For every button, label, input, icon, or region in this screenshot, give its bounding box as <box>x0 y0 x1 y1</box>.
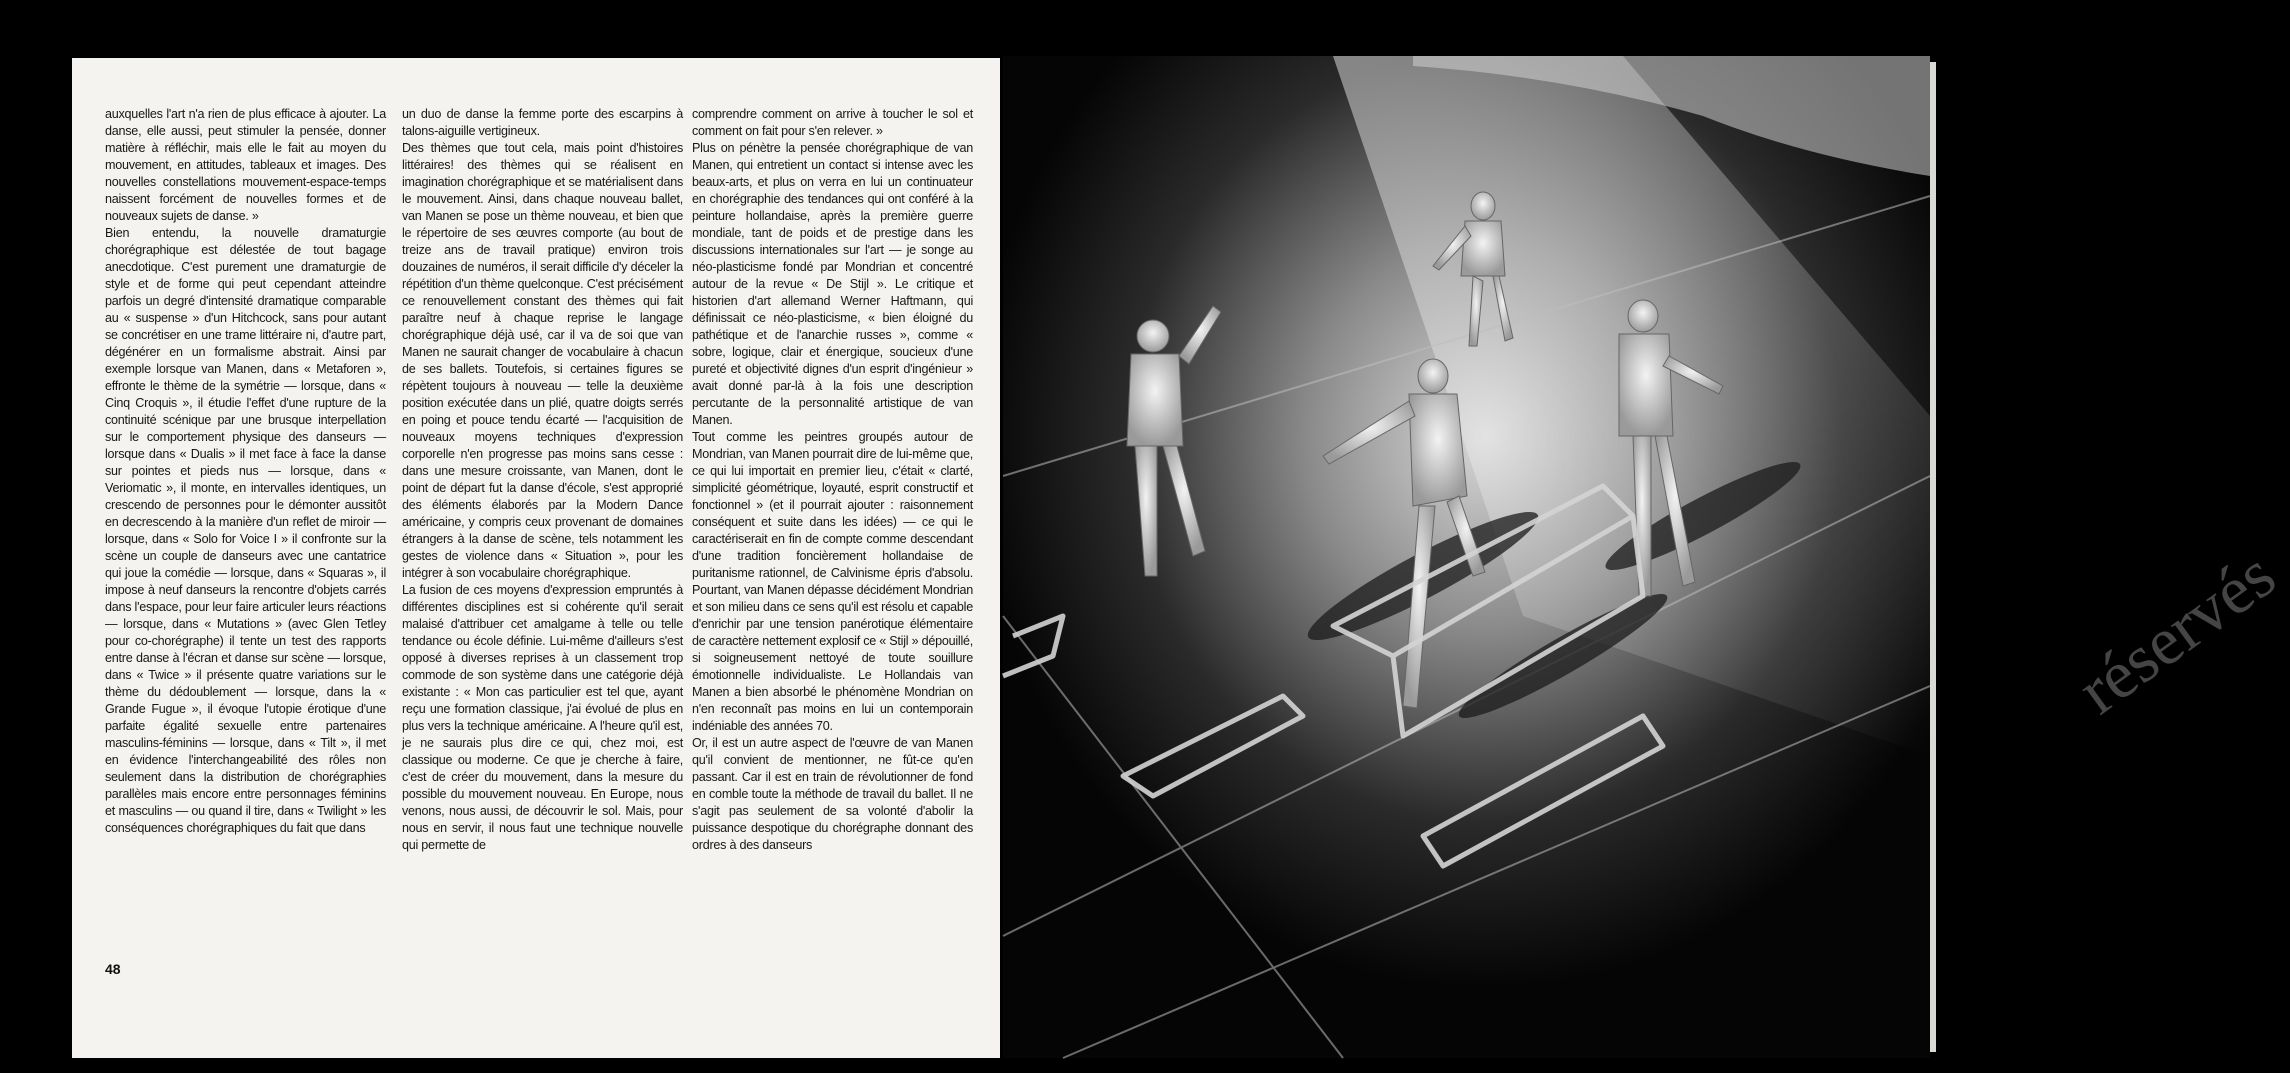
page-number: 48 <box>105 961 121 977</box>
page-edge <box>1930 62 1936 1052</box>
watermark: réservés <box>2063 535 2289 729</box>
paragraph: auxquelles l'art n'a rien de plus efficace à ajouter. La danse, elle aussi, peut stimuler la pensée, donner matière à réfléchir, mais elle le fait au moyen du mouvement, en attitudes, tableaux et images. Des nouvelles constellations mouvement-espace-temps naissent forcément de nouvelles formes et de nouveaux sujets de danse. » <box>105 107 386 223</box>
text-column-1 <box>105 106 386 837</box>
paragraph: comprendre comment on arrive à toucher le sol et comment on fait pour s'en relever. » <box>692 107 973 138</box>
paragraph: Plus on pénètre la pensée chorégraphique de van Manen, qui entretient un contact si intense avec les beaux-arts, et plus on verra en lui un continuateur en chorégraphie des tendances qui ont conféré à la peinture hollandaise, après la première guerre mondiale, tant de poids et de prestige dans les discussions internationales sur l'art — je songe au néo-plasticisme fondé par Mondrian et concentré autour de la revue « De Stijl ». Le critique et historien d'art allemand Werner Haftmann, qui définissait ce néo-plasticisme, « bien éloigné du pathétique et de l'anarchie russes », comme « sobre, logique, clair et énergique, soucieux d'une pureté et objectivité dignes d'un esprit d'ingénieur » avait donné par-là à la fois une description percutante de la personnalité artistique de van Manen. <box>692 141 973 427</box>
dance-photo <box>1003 56 1930 1058</box>
paragraph: Bien entendu, la nouvelle dramaturgie chorégraphique est délestée de tout bagage anecdotique. C'est purement une dramaturgie de style et de forme qui peut cependant atteindre parfois un degré d'intensité dramatique comparable au « suspense » d'un Hitchcock, sans pour autant se concrétiser en une trame littéraire ni, d'autre part, dégénérer en un formalisme abstrait. Ainsi par exemple lorsque van Manen, dans « Metaforen », effronte le thème de la symétrie — lorsque, dans « Cinq Croquis », il étudie l'effet d'une rupture de la continuité scénique par une brusque interpellation sur le comportement physique des danseurs — lorsque dans « Dualis » il met face à face la danse sur pointes et pieds nus — lorsque, dans « Veriomatic », il monte, en intervalles identiques, un crescendo de personnes pour le démonter aussitôt en decrescendo à la manière d'un reflet de miroir — lorsque, dans « Solo for Voice I » il confronte sur la scène un couple de danseurs avec une cantatrice qui joue la comédie — lorsque, dans « Squaras », il impose à neuf danseurs la rencontre d'objets carrés dans l'espace, pour leur faire articuler leurs réactions — lorsque, dans « Mutations » (avec Glen Tetley pour co-chorégraphe) il tente un test des rapports entre danse à l'écran et danse sur scène — lorsque, dans « Twice » il présente quatre variations sur le thème du dédoublement — lorsque, dans la « Grande Fugue », il évoque l'utopie érotique d'une parfaite égalité sexuelle entre partenaires masculins-féminins — lorsque, dans « Tilt », il met en évidence l'interchangeabilité des rôles non seulement dans la distribution de chorégraphies parallèles mais encore entre personnages féminins et masculins — ou quand il tire, dans « Twilight » les conséquences chorégraphiques du fait que dans <box>105 226 387 835</box>
paragraph: Des thèmes que tout cela, mais point d'histoires littéraires! des thèmes qui se réalisent en imagination chorégraphique et se matérialisent dans le mouvement. Ainsi, dans chaque nouveau ballet, van Manen se pose un thème nouveau, et bien que le répertoire de ses œuvres comporte (au bout de treize ans de travail pratique) environ trois douzaines de numéros, il serait difficile d'y déceler la répétition d'un thème quelconque. C'est précisément ce renouvellement constant des thèmes qui fait paraître neuf à chaque reprise le langage chorégraphique déjà usé, car il va de soi que van Manen ne saurait changer de vocabulaire à chacun de ses ballets. Toutefois, si certaines figures se répètent toujours à nouveau — telle la deuxième position exécutée dans un plié, quatre doigts serrés en poing et pouce tendu écarté — l'acquisition de nouveaux moyens techniques d'expression corporelle n'en progresse pas moins sans cesse : dans une mesure croissante, van Manen, dont le point de départ fut la danse d'école, s'est approprié des éléments élaborés par la Modern Dance américaine, y compris ceux provenant de domaines étrangers à la danse de scène, tels notamment les gestes de violence dans « Situation », pour les intégrer à son vocabulaire chorégraphique. <box>402 141 683 580</box>
text-column-3 <box>692 106 973 854</box>
text-column-2 <box>402 106 683 854</box>
right-page-photo <box>1003 56 2289 1058</box>
paragraph: La fusion de ces moyens d'expression empruntés à différentes disciplines est si cohérente qu'il serait malaisé d'attribuer cet amalgame à telle ou telle tendance ou école définie. Lui-même d'ailleurs s'est opposé à diverses reprises à un classement trop commode de son système dans une catégorie déjà existante : « Mon cas particulier est tel que, ayant reçu une formation classique, j'ai évolué de plus en plus vers la technique américaine. A l'heure qu'il est, je ne saurais plus dire ce qui, chez moi, est classique ou moderne. Ce que je cherche à faire, c'est de créer du mouvement, dans la mesure du possible du mouvement nouveau. En Europe, nous venons, nous aussi, de découvrir le sol. Mais, pour nous en servir, il nous faut une technique nouvelle qui permette de <box>402 583 683 852</box>
paragraph: Tout comme les peintres groupés autour de Mondrian, van Manen pourrait dire de lui-même que, ce qui lui importait en premier lieu, c'était « clarté, simplicité géométrique, loyauté, esprit constructif et fonctionnel » (et il pourrait ajouter : raisonnement conséquent et suite dans les idées) — ce qui le caractériserait en fin de compte comme descendant d'une tradition foncièrement hollandaise de puritanisme rationnel, de Calvinisme épris d'absolu. Pourtant, van Manen dépasse décidément Mondrian et son milieu dans ce sens qu'il est résolu et capable d'enrichir par une tension panérotique élémentaire de caractère nettement explosif ce « Stijl » dépouillé, si soigneusement nettoyé de toute souillure émotionnelle individualiste. Le Hollandais van Manen a bien absorbé le phénomène Mondrian on n'en reconnaît pas moins en lui un contemporain indéniable des années 70. <box>692 430 973 733</box>
paragraph: Or, il est un autre aspect de l'œuvre de van Manen qu'il convient de mentionner, ne fût-ce qu'en passant. Car il est en train de révolutionner de fond en comble toute la méthode de travail du ballet. Il ne s'agit pas seulement de sa volonté d'abolir la puissance despotique du chorégraphe donnant des ordres à des danseurs <box>692 736 973 852</box>
paragraph: un duo de danse la femme porte des escarpins à talons-aiguille vertigineux. <box>402 107 683 138</box>
